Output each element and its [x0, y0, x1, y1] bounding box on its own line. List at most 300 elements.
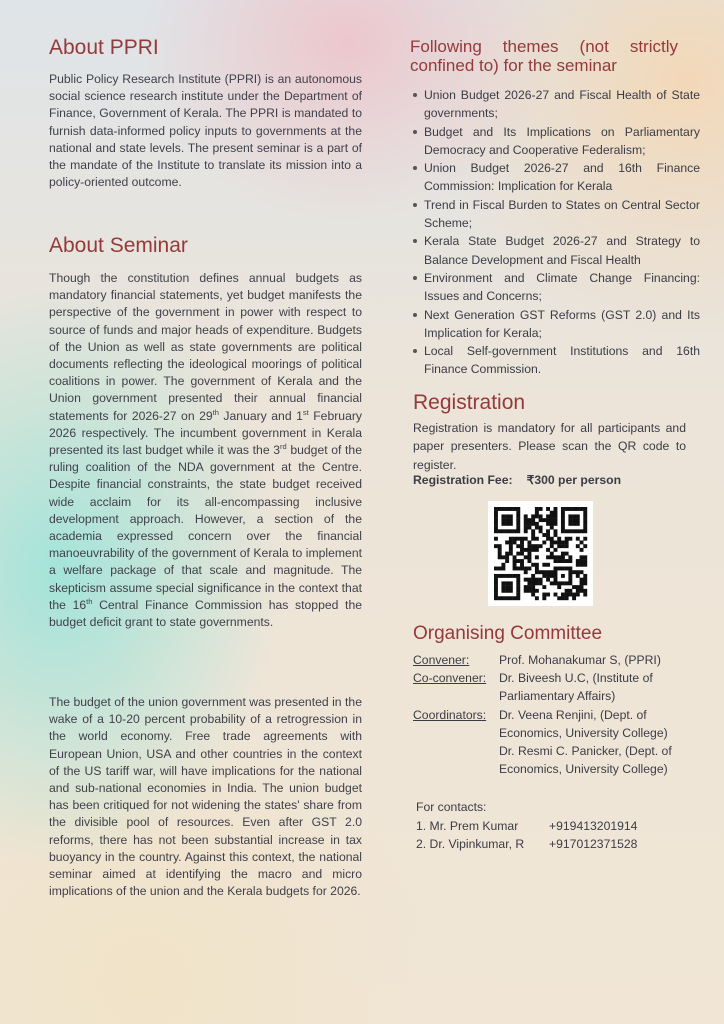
committee-list	[413, 651, 689, 778]
qr-module	[501, 574, 505, 578]
qr-module	[542, 593, 546, 597]
qr-module	[580, 581, 584, 585]
qr-module	[565, 529, 569, 533]
qr-module	[583, 563, 587, 567]
qr-module	[535, 581, 539, 585]
qr-module	[527, 518, 531, 522]
qr-module	[509, 529, 513, 533]
qr-module	[542, 596, 546, 600]
themes-list	[410, 86, 700, 379]
qr-module	[561, 507, 565, 511]
qr-module	[568, 522, 572, 526]
qr-module	[516, 567, 520, 571]
qr-module	[583, 526, 587, 530]
organising-committee-heading: Organising Committee	[413, 623, 603, 644]
contact-name: 1. Mr. Prem Kumar	[416, 818, 519, 833]
qr-module	[539, 544, 543, 548]
qr-module	[513, 555, 517, 559]
qr-module	[520, 563, 524, 567]
theme-item: Local Self-government Institutions and 16th Finance Commission.	[424, 342, 700, 379]
qr-module	[568, 518, 572, 522]
qr-module	[550, 518, 554, 522]
qr-module	[501, 567, 505, 571]
qr-module	[509, 552, 513, 556]
qr-module	[561, 518, 565, 522]
qr-module	[498, 507, 502, 511]
qr-module	[557, 585, 561, 589]
qr-module	[557, 537, 561, 541]
qr-module	[580, 570, 584, 574]
qr-module	[527, 559, 531, 563]
qr-module	[565, 567, 569, 571]
qr-module	[568, 567, 572, 571]
qr-module	[501, 507, 505, 511]
qr-module	[580, 578, 584, 582]
qr-module	[498, 596, 502, 600]
qr-module	[535, 589, 539, 593]
qr-module	[580, 548, 584, 552]
qr-module	[580, 589, 584, 593]
qr-module	[520, 544, 524, 548]
qr-module	[509, 514, 513, 518]
qr-module	[505, 507, 509, 511]
qr-module	[509, 522, 513, 526]
qr-module	[583, 593, 587, 597]
qr-module	[583, 544, 587, 548]
qr-module	[576, 563, 580, 567]
qr-module	[546, 555, 550, 559]
qr-module	[546, 574, 550, 578]
qr-module	[539, 518, 543, 522]
qr-module	[516, 522, 520, 526]
qr-module	[561, 596, 565, 600]
qr-module	[565, 589, 569, 593]
contact-phone[interactable]: +919413201914	[549, 818, 638, 833]
qr-module	[509, 589, 513, 593]
qr-module	[505, 514, 509, 518]
qr-module	[520, 559, 524, 563]
committee-row-coordinator-2	[413, 742, 689, 778]
qr-module	[505, 585, 509, 589]
qr-module	[535, 544, 539, 548]
qr-module	[554, 511, 558, 515]
qr-module	[535, 537, 539, 541]
qr-module	[583, 555, 587, 559]
qr-module	[531, 589, 535, 593]
qr-module	[509, 574, 513, 578]
qr-module	[550, 522, 554, 526]
qr-module	[524, 578, 528, 582]
qr-module	[546, 570, 550, 574]
qr-module	[554, 514, 558, 518]
qr-module	[527, 555, 531, 559]
qr-module	[501, 518, 505, 522]
qr-module	[561, 552, 565, 556]
qr-module	[498, 529, 502, 533]
qr-module	[494, 526, 498, 530]
qr-module	[580, 563, 584, 567]
qr-module	[554, 507, 558, 511]
qr-module	[501, 514, 505, 518]
themes-heading-line-1: Following themes (not strictly	[410, 37, 678, 56]
qr-module	[550, 540, 554, 544]
qr-module	[542, 518, 546, 522]
qr-module	[550, 555, 554, 559]
qr-module	[535, 578, 539, 582]
qr-module	[583, 511, 587, 515]
qr-module	[494, 544, 498, 548]
qr-module	[568, 514, 572, 518]
qr-module	[550, 537, 554, 541]
qr-module	[572, 507, 576, 511]
registration-fee	[413, 473, 621, 487]
qr-module	[524, 589, 528, 593]
qr-module	[527, 548, 531, 552]
qr-module	[498, 544, 502, 548]
qr-module	[501, 522, 505, 526]
fee-value: ₹300 per person	[526, 473, 622, 487]
qr-module	[509, 585, 513, 589]
qr-module	[554, 578, 558, 582]
qr-module	[531, 537, 535, 541]
qr-module	[539, 570, 543, 574]
qr-module	[527, 578, 531, 582]
qr-module	[561, 581, 565, 585]
qr-module	[494, 514, 498, 518]
qr-module	[494, 581, 498, 585]
qr-module	[513, 559, 517, 563]
qr-module	[568, 574, 572, 578]
qr-module	[509, 548, 513, 552]
contact-name: 2. Dr. Vipinkumar, R	[416, 837, 525, 851]
qr-module	[546, 507, 550, 511]
qr-module	[576, 522, 580, 526]
qr-module	[531, 548, 535, 552]
qr-module	[516, 537, 520, 541]
qr-module	[516, 578, 520, 582]
qr-module	[513, 563, 517, 567]
qr-module	[516, 585, 520, 589]
qr-module	[516, 552, 520, 556]
qr-module	[501, 555, 505, 559]
qr-module	[568, 537, 572, 541]
qr-module	[542, 563, 546, 567]
qr-module	[550, 526, 554, 530]
qr-module	[572, 522, 576, 526]
qr-module	[516, 574, 520, 578]
qr-code-icon	[488, 501, 593, 606]
qr-module	[505, 540, 509, 544]
qr-module	[516, 511, 520, 515]
qr-module	[550, 514, 554, 518]
coordinators-label: Coordinators:	[413, 707, 487, 722]
qr-module	[501, 585, 505, 589]
qr-module	[568, 589, 572, 593]
qr-module	[535, 570, 539, 574]
qr-module	[509, 581, 513, 585]
qr-module	[516, 544, 520, 548]
qr-module	[561, 544, 565, 548]
qr-module	[572, 593, 576, 597]
qr-module	[501, 529, 505, 533]
qr-module	[531, 529, 535, 533]
qr-module	[568, 507, 572, 511]
qr-module	[520, 567, 524, 571]
qr-module	[576, 507, 580, 511]
qr-module	[527, 585, 531, 589]
qr-module	[583, 559, 587, 563]
qr-module	[554, 581, 558, 585]
qr-module	[572, 585, 576, 589]
qr-module	[498, 574, 502, 578]
contact-row	[416, 835, 637, 854]
theme-item: Union Budget 2026-27 and Fiscal Health of State governments;	[424, 86, 700, 123]
qr-module	[580, 529, 584, 533]
qr-module	[565, 596, 569, 600]
qr-module	[542, 533, 546, 537]
qr-module	[524, 522, 528, 526]
qr-module	[554, 548, 558, 552]
qr-module	[531, 574, 535, 578]
qr-module	[580, 540, 584, 544]
qr-module	[531, 522, 535, 526]
qr-module	[580, 507, 584, 511]
qr-module	[513, 540, 517, 544]
qr-module	[568, 578, 572, 582]
qr-module	[527, 581, 531, 585]
qr-module	[531, 585, 535, 589]
convener-label: Convener:	[413, 653, 470, 667]
qr-module	[561, 559, 565, 563]
qr-module	[568, 581, 572, 585]
qr-module	[539, 578, 543, 582]
qr-module	[546, 537, 550, 541]
qr-module	[539, 507, 543, 511]
qr-module	[494, 537, 498, 541]
qr-module	[565, 552, 569, 556]
qr-module	[583, 514, 587, 518]
registration-qr-code[interactable]	[488, 501, 593, 606]
qr-module	[580, 555, 584, 559]
co-convener-label: Co-convener:	[413, 671, 487, 686]
qr-module	[527, 552, 531, 556]
qr-module	[516, 596, 520, 600]
registration-text: Registration is mandatory for all participants and paper presenters. Please scan the QR code to register.	[413, 421, 686, 472]
qr-module	[505, 596, 509, 600]
qr-module	[501, 581, 505, 585]
qr-module	[498, 548, 502, 552]
qr-module	[542, 570, 546, 574]
qr-module	[554, 522, 558, 526]
qr-module	[576, 529, 580, 533]
qr-module	[498, 567, 502, 571]
theme-item: Next Generation GST Reforms (GST 2.0) and Its Implication for Kerala;	[424, 306, 700, 343]
qr-module	[565, 559, 569, 563]
qr-module	[509, 518, 513, 522]
qr-module	[557, 559, 561, 563]
qr-module	[531, 533, 535, 537]
qr-module	[550, 511, 554, 515]
qr-module	[557, 544, 561, 548]
qr-module	[568, 559, 572, 563]
qr-module	[583, 574, 587, 578]
qr-module	[531, 563, 535, 567]
qr-module	[554, 529, 558, 533]
qr-module	[561, 540, 565, 544]
qr-module	[505, 581, 509, 585]
qr-module	[576, 593, 580, 597]
qr-module	[531, 578, 535, 582]
qr-module	[583, 522, 587, 526]
qr-module	[561, 574, 565, 578]
qr-module	[557, 581, 561, 585]
qr-module	[527, 526, 531, 530]
qr-module	[520, 540, 524, 544]
qr-module	[546, 578, 550, 582]
qr-module	[542, 585, 546, 589]
qr-module	[572, 514, 576, 518]
qr-module	[583, 537, 587, 541]
contact-phone[interactable]: +917012371528	[549, 837, 638, 851]
qr-module	[539, 581, 543, 585]
qr-module	[494, 511, 498, 515]
coordinator-2-name: Dr. Resmi C. Panicker, (Dept. of Economics, University College)	[499, 744, 672, 777]
qr-module	[554, 555, 558, 559]
committee-row-coordinators	[413, 706, 689, 742]
themes-heading	[410, 37, 678, 75]
qr-module	[554, 570, 558, 574]
qr-module	[516, 559, 520, 563]
qr-module	[501, 589, 505, 593]
qr-module	[576, 537, 580, 541]
qr-module	[498, 555, 502, 559]
qr-module	[505, 574, 509, 578]
convener-name: Prof. Mohanakumar S, (PPRI)	[499, 653, 661, 667]
qr-module	[561, 526, 565, 530]
qr-module	[539, 514, 543, 518]
qr-module	[531, 544, 535, 548]
qr-module	[550, 574, 554, 578]
qr-module	[576, 559, 580, 563]
qr-module	[524, 518, 528, 522]
qr-module	[513, 596, 517, 600]
qr-module	[565, 581, 569, 585]
qr-module	[565, 544, 569, 548]
fee-label: Registration Fee:	[413, 473, 513, 487]
qr-module	[520, 548, 524, 552]
qr-module	[505, 559, 509, 563]
qr-module	[531, 581, 535, 585]
qr-module	[494, 589, 498, 593]
qr-module	[583, 589, 587, 593]
qr-module	[557, 540, 561, 544]
qr-module	[535, 507, 539, 511]
qr-module	[531, 514, 535, 518]
qr-module	[527, 589, 531, 593]
qr-module	[513, 529, 517, 533]
qr-module	[516, 581, 520, 585]
about-seminar-heading: About Seminar	[49, 234, 188, 257]
qr-module	[527, 567, 531, 571]
themes-heading-line-2: confined to) for the seminar	[410, 56, 617, 75]
about-ppri-text: Public Policy Research Institute (PPRI) is an autonomous social science research institute under the Department of Finance, Government of Kerala. The PPRI is mandated to furnish data-informed policy inputs to governments at the national and state levels. The present seminar is a part of the mandate of the Institute to translate its mission into a policy-oriented outcome.	[49, 72, 362, 190]
qr-module	[557, 567, 561, 571]
qr-module	[572, 518, 576, 522]
qr-module	[509, 537, 513, 541]
qr-module	[576, 570, 580, 574]
qr-module	[531, 593, 535, 597]
qr-module	[516, 514, 520, 518]
qr-module	[494, 585, 498, 589]
qr-module	[509, 540, 513, 544]
qr-module	[561, 514, 565, 518]
qr-module	[501, 596, 505, 600]
qr-module	[546, 563, 550, 567]
qr-module	[535, 567, 539, 571]
qr-module	[568, 529, 572, 533]
about-seminar-paragraph-2: The budget of the union government was presented in the wake of a 10-20 percent probability of a retrogression in the world economy. Free trade agreements with European Union, USA and other countries in the context of the US tariff war, will have implications for the national and sub-national economies in India. The union budget has been critiqued for not widening the states' share from the divisible pool of resources. Even after GST 2.0 reforms, there has not been substantial increase in tax buoyancy in the country. Against this context, the national seminar aimed at identifying the macro and micro implications of the union and the Kerala budgets for 2026.	[49, 695, 362, 899]
qr-module	[554, 559, 558, 563]
committee-row-convener	[413, 651, 689, 669]
qr-module	[535, 522, 539, 526]
qr-module	[524, 570, 528, 574]
qr-module	[535, 526, 539, 530]
qr-module	[576, 589, 580, 593]
registration-heading: Registration	[413, 391, 526, 414]
qr-module	[546, 514, 550, 518]
qr-module	[565, 540, 569, 544]
qr-module	[565, 537, 569, 541]
qr-module	[524, 585, 528, 589]
qr-module	[520, 552, 524, 556]
qr-module	[576, 585, 580, 589]
qr-module	[576, 518, 580, 522]
qr-module	[572, 529, 576, 533]
qr-module	[494, 567, 498, 571]
contacts-block	[416, 798, 637, 854]
about-ppri-heading: About PPRI	[49, 36, 159, 59]
qr-module	[535, 555, 539, 559]
committee-row-co-convener	[413, 669, 689, 705]
qr-module	[516, 529, 520, 533]
coordinator-1-name: Dr. Veena Renjini, (Dept. of Economics, University College)	[499, 707, 668, 740]
qr-module	[513, 537, 517, 541]
qr-module	[550, 581, 554, 585]
qr-module	[565, 507, 569, 511]
qr-module	[583, 518, 587, 522]
qr-module	[505, 552, 509, 556]
qr-module	[561, 593, 565, 597]
qr-module	[516, 526, 520, 530]
qr-module	[576, 544, 580, 548]
qr-module	[516, 589, 520, 593]
qr-module	[572, 596, 576, 600]
qr-module	[576, 514, 580, 518]
qr-module	[494, 578, 498, 582]
theme-item: Kerala State Budget 2026-27 and Strategy to Balance Development and Fiscal Health	[424, 232, 700, 269]
qr-module	[494, 522, 498, 526]
qr-module	[546, 518, 550, 522]
qr-module	[501, 563, 505, 567]
qr-module	[542, 574, 546, 578]
qr-module	[546, 593, 550, 597]
qr-module	[550, 570, 554, 574]
qr-module	[554, 574, 558, 578]
qr-module	[565, 593, 569, 597]
qr-module	[583, 507, 587, 511]
qr-module	[546, 522, 550, 526]
qr-module	[516, 593, 520, 597]
